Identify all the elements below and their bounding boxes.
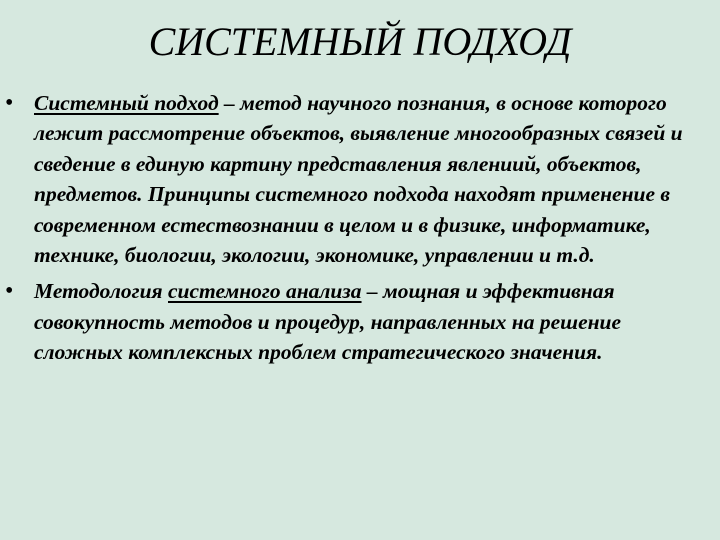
bullet-text: – мощная и эффективная совокупность методов и процедур, направленных на решение сложных комплексных проблем стратегического значения. [34,279,622,365]
bullet-systems-analysis [5,276,713,367]
bullet-text: – метод научного познания, в основе которого лежит рассмотрение объектов, выявление многообразных связей и сведение в единую картину представления явлениий, объектов, предметов. Принципы системного подхода находят применение в современном естествознании в целом и в физике, информатике, технике, биологии, экологии, экономике, управлении и т.д. [34,91,683,268]
bullet-systems-approach [5,88,713,270]
bullet-marker: • [5,90,14,116]
bullet-prefix: Методология [34,279,168,304]
term-systems-approach: Системный подход [34,91,219,115]
bullet-list [5,88,713,374]
bullet-marker: • [5,278,14,305]
term-systems-analysis: системного анализа [168,279,362,304]
slide-title: СИСТЕМНЫЙ ПОДХОД [148,19,572,64]
